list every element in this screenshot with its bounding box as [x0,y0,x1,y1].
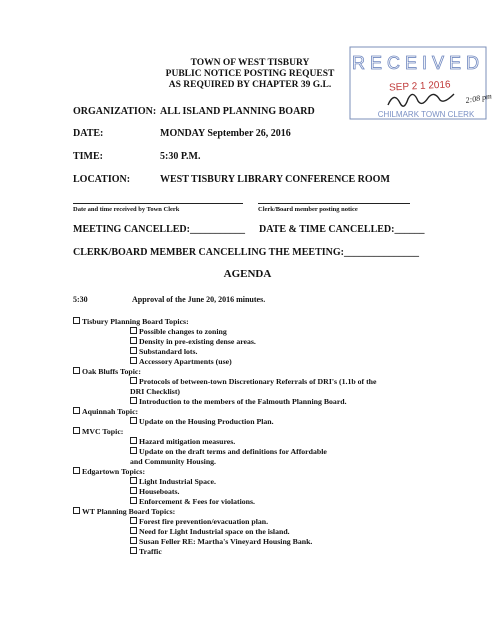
organization-label: ORGANIZATION: [73,106,157,117]
time-label: TIME: [73,151,103,162]
agenda-approval: Approval of the June 20, 2016 minutes. [132,295,266,304]
checkbox-icon [130,497,137,504]
topic-edgartown: Edgartown Topics: [73,467,145,476]
date-value: MONDAY September 26, 2016 [160,128,291,139]
location-value: WEST TISBURY LIBRARY CONFERENCE ROOM [160,174,390,185]
item-tisbury-3: Substandard lots. [130,347,198,356]
agenda-title: AGENDA [223,268,272,280]
item-wt-4: Traffic [130,547,162,556]
organization-value: ALL ISLAND PLANNING BOARD [160,106,315,117]
item-oak-bluffs-2: Introduction to the members of the Falmouth Planning Board. [130,397,347,406]
time-value: 5:30 P.M. [160,151,201,162]
checkbox-icon [130,397,137,404]
item-mvc-2-cont: and Community Housing. [130,457,217,466]
checkbox-icon [130,527,137,534]
checkbox-icon [73,427,80,434]
checkbox-icon [73,367,80,374]
checkbox-icon [130,417,137,424]
notice-title: PUBLIC NOTICE POSTING REQUEST [165,69,335,79]
town-clerk-caption: Date and time received by Town Clerk [73,206,180,213]
date-label: DATE: [73,128,104,139]
checkbox-icon [130,477,137,484]
stamp-town-clerk: CHILMARK TOWN CLERK [377,110,475,119]
topic-oak-bluffs: Oak Bluffs Topic: [73,367,141,376]
meeting-cancelled-field: MEETING CANCELLED:___________ [73,224,245,235]
checkbox-icon [130,547,137,554]
agenda-time: 5:30 [73,295,88,304]
checkbox-icon [130,437,137,444]
item-oak-bluffs-1-cont: DRI Checklist) [130,387,181,396]
topic-tisbury: Tisbury Planning Board Topics: [73,317,189,326]
chapter-title: AS REQUIRED BY CHAPTER 39 G.L. [168,80,332,90]
clerk-cancelling-field: CLERK/BOARD MEMBER CANCELLING THE MEETING:_______________ [73,247,419,258]
item-wt-2: Need for Light Industrial space on the island. [130,527,290,536]
checkbox-icon [73,407,80,414]
item-tisbury-4: Accessory Apartments (use) [130,357,232,366]
checkbox-icon [73,507,80,514]
stamp-received-text: RECEIVED [351,53,485,73]
checkbox-icon [130,447,137,454]
received-stamp [348,45,493,125]
item-edgartown-2: Houseboats. [130,487,180,496]
checkbox-icon [130,357,137,364]
board-member-signature-line [258,203,410,204]
item-mvc-1: Hazard mitigation measures. [130,437,235,446]
item-wt-1: Forest fire prevention/evacuation plan. [130,517,268,526]
stamp-signature [388,94,454,106]
checkbox-icon [130,337,137,344]
checkbox-icon [73,317,80,324]
item-tisbury-2: Density in pre-existing dense areas. [130,337,256,346]
town-title: TOWN OF WEST TISBURY [190,58,310,68]
checkbox-icon [130,517,137,524]
board-member-caption: Clerk/Board member posting notice [258,206,358,213]
item-wt-3: Susan Feller RE: Martha's Vineyard Housing Bank. [130,537,312,546]
item-tisbury-1: Possible changes to zoning [130,327,227,336]
checkbox-icon [130,327,137,334]
topic-aquinnah: Aquinnah Topic: [73,407,138,416]
stamp-date: SEP 2 1 2016 [388,79,451,94]
item-edgartown-3: Enforcement & Fees for violations. [130,497,255,506]
topic-wt-planning-board: WT Planning Board Topics: [73,507,175,516]
checkbox-icon [73,467,80,474]
date-time-cancelled-field: DATE & TIME CANCELLED:______ [259,224,425,235]
location-label: LOCATION: [73,174,131,185]
item-oak-bluffs-1: Protocols of between-town Discretionary Referrals of DRI's (1.1b of the [130,377,376,386]
checkbox-icon [130,487,137,494]
item-mvc-2: Update on the draft terms and definitions for Affordable [130,447,327,456]
town-clerk-signature-line [73,203,243,204]
topic-mvc: MVC Topic: [73,427,123,436]
checkbox-icon [130,347,137,354]
checkbox-icon [130,537,137,544]
item-edgartown-1: Light Industrial Space. [130,477,216,486]
stamp-time-note: 2:08 pm [464,91,493,105]
item-aquinnah-1: Update on the Housing Production Plan. [130,417,274,426]
checkbox-icon [130,377,137,384]
